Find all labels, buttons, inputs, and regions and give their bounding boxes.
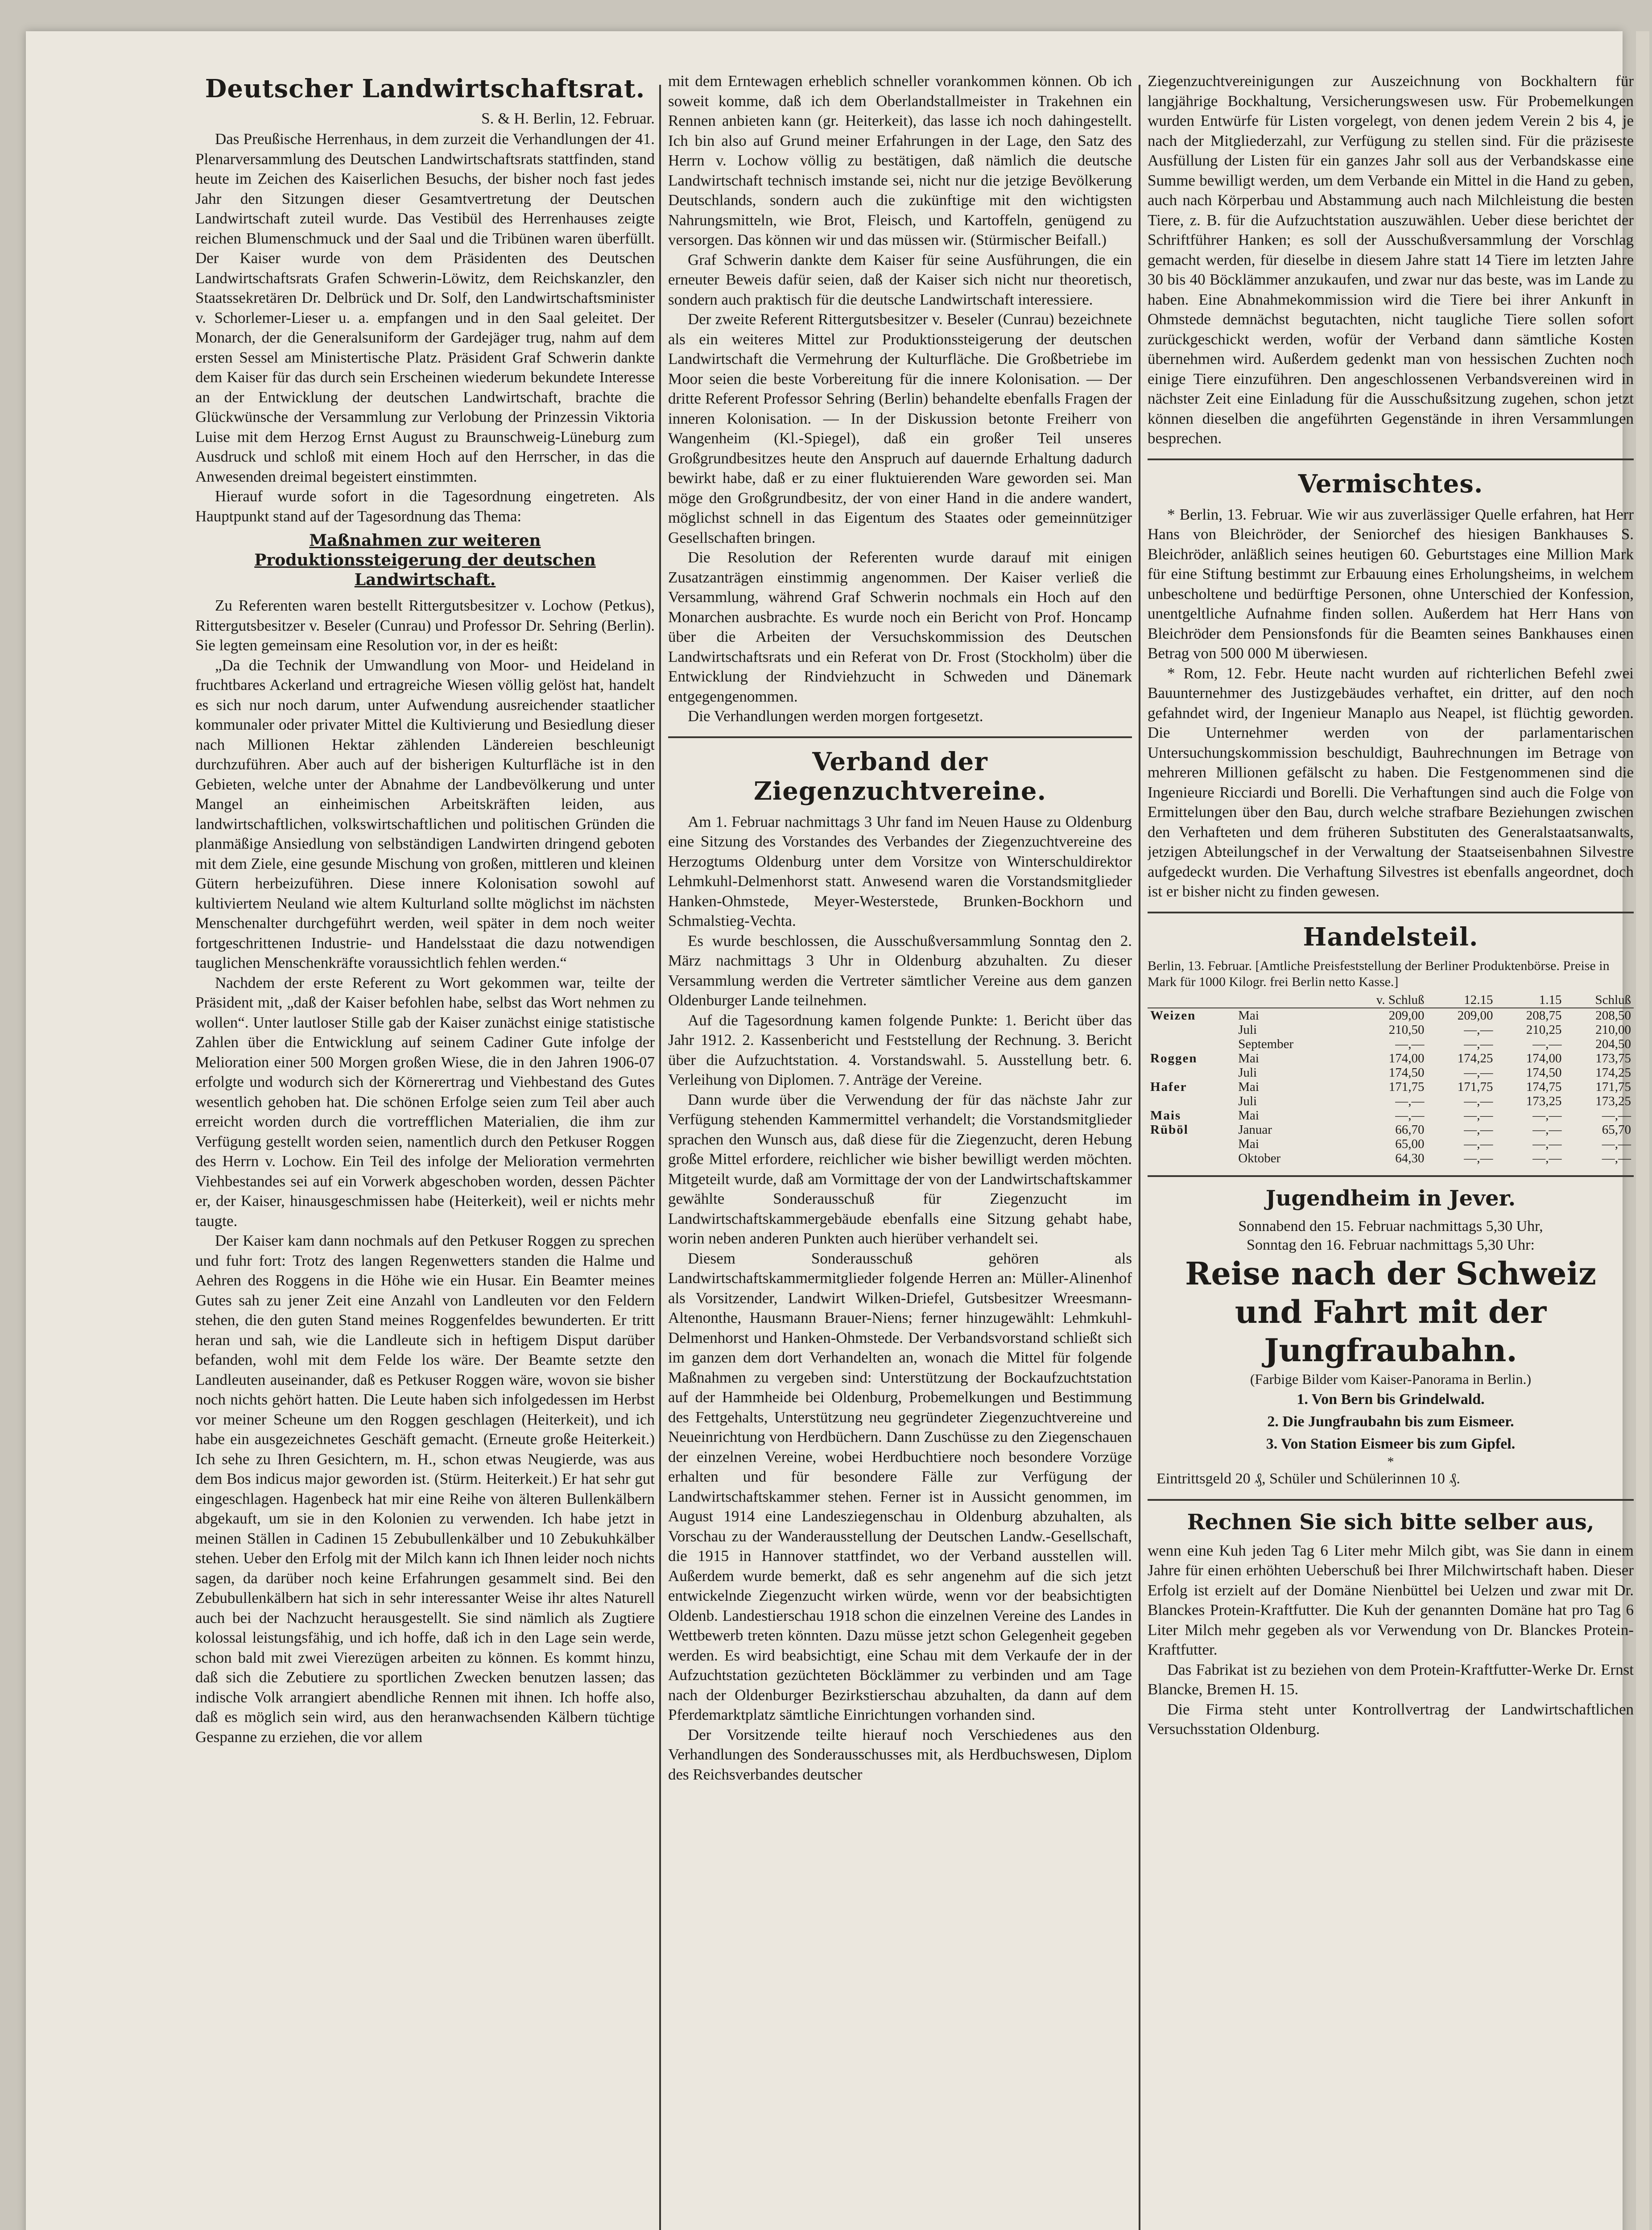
column-2 [668,71,1132,2230]
market-row [1148,1080,1634,1094]
ad-date-line: Sonntag den 16. Februar nachmittags 5,30 Uhr: [1247,1236,1535,1253]
ad-date-line: Sonnabend den 15. Februar nachmittags 5,30 Uhr, [1238,1218,1543,1235]
ad-item: 2. Die Jungfraubahn bis zum Eismeer. [1267,1413,1514,1430]
market-column-header: Schluß [1565,993,1634,1008]
price-cell: 174,25 [1595,1065,1631,1080]
article-byline: S. & H. Berlin, 12. Februar. [481,110,655,127]
market-row [1148,1123,1634,1137]
price-cell: —,— [1464,1022,1493,1037]
paragraph: Der zweite Referent Rittergutsbesitzer v. Beseler (Cunrau) bezeichnete als ein weiteres Mittel zur Produktionssteigerung der deutschen Landwirtschaft die Vermehrung der Kulturfläche. Die Großbetriebe im Moor seien die beste Vorbereitung für die innere Kolonisation. — Der dritte Referent Professor Sehring (Berlin) behandelte ebenfalls Fragen der inneren Kolonisation. — In der Diskussion betonte Freiherr von Wangenheim (Kl.-Spiegel), daß ein großer Teil unseres Großgrundbesitzes heute den Anspruch auf dauernde Erhaltung dadurch bewirkt habe, daß er zu einer fluktuierenden Ware geworden sei. Man möge den Großgrundbesitz, der von einer Hand in die andere wandert, möglichst schnell in das Eigentum des Staates oder gemeinnütziger Gesellschaften bringen. [668,310,1132,546]
market-column-header: 12.15 [1427,993,1495,1008]
news-item: * Berlin, 13. Februar. Wie wir aus zuverlässiger Quelle erfahren, hat Herr Hans von Bleichröder, der Seniorchef des hiesigen Bankhauses S. Bleichröder, anläßlich seines heutigen 60. Geburtstages eine Million Mark für eine Stiftung bestimmt zur Erbauung eines Erholungsheims, in welchem unbescholtene und bedürftige Personen, ohne Unterschied der Konfession, unentgeltliche Aufnahme finden sollen. Außerdem hat Herr Hans von Bleichröder dem Pensionsfonds für die Beamten seines Bankhauses einen Betrag von 500 000 M überwiesen. [1148,505,1634,662]
commodity-name [1148,1094,1235,1108]
delivery-month: September [1238,1037,1294,1051]
price-cell: 208,75 [1526,1008,1562,1023]
commodity-name [1148,1137,1235,1151]
price-cell: 65,70 [1602,1122,1631,1137]
market-table-body [1148,1008,1634,1165]
section-divider [1148,458,1634,460]
ad-headline: und Fahrt mit der Jungfraubahn. [1235,1293,1547,1369]
paragraph: Graf Schwerin dankte dem Kaiser für seine Ausführungen, die ein erneuter Beweis dafür seien, daß der Kaiser sich nicht nur theoretisch, sondern auch praktisch für die deutsche Landwirtschaft interessiere. [668,251,1132,308]
price-cell: 174,25 [1457,1051,1493,1065]
market-row [1148,1151,1634,1165]
paragraph: Das Fabrikat ist zu beziehen von dem Protein-Kraftfutter-Werke Dr. Ernst Blancke, Bremen H. 15. [1148,1660,1634,1698]
delivery-month: Mai [1238,1079,1259,1094]
ad-note: (Farbige Bilder vom Kaiser-Panorama in Berlin.) [1250,1371,1532,1387]
price-cell: —,— [1464,1151,1493,1165]
delivery-month: Juli [1238,1094,1257,1108]
price-cell: 204,50 [1595,1037,1631,1051]
commodity-name: Rüböl [1150,1122,1189,1137]
ad-title: Rechnen Sie sich bitte selber aus, [1187,1509,1594,1535]
section-title: Vermischtes. [1298,469,1483,499]
delivery-month: Juli [1238,1065,1257,1080]
price-cell: —,— [1464,1037,1493,1051]
page-edge [1636,31,1649,2230]
price-cell: 66,70 [1395,1122,1425,1137]
delivery-month: Mai [1238,1008,1259,1023]
price-cell: —,— [1532,1037,1562,1051]
section-divider [1148,1499,1634,1501]
column-rule [659,85,661,2230]
price-cell: 174,50 [1388,1065,1425,1080]
price-cell: —,— [1532,1136,1562,1151]
price-cell: 174,50 [1526,1065,1562,1080]
price-cell: 171,75 [1388,1079,1425,1094]
section-divider [1148,912,1634,913]
paragraph: Dann wurde über die Verwendung der für das nächste Jahr zur Verfügung stehenden Kammermittel verhandelt; die Vorstandsmitglieder sprachen den Wunsch aus, daß diese für die Ziegenzucht, deren Hebung große Mittel erfordere, reichlicher wie bisher bewilligt werden möchten. Mitgeteilt wurde, daß am Vormittage der von der Landwirtschaftskammer gewählte Sonderausschuß für Ziegenzucht im Landwirtschaftskammergebäude ebenfalls eine Sitzung gehabt habe, worin neben anderen Punkten auch hierüber verhandelt sei. [668,1090,1132,1247]
price-cell: —,— [1464,1065,1493,1080]
market-row [1148,1108,1634,1123]
price-cell: 65,00 [1395,1136,1425,1151]
price-cell: —,— [1395,1108,1425,1123]
price-cell: —,— [1395,1037,1425,1051]
delivery-month: Mai [1238,1108,1259,1123]
paragraph: Es wurde beschlossen, die Ausschußversammlung Sonntag den 2. März nachmittags 3 Uhr in Oldenburg abzuhalten. Zu dieser Versammlung werden die Vertreter sämtlicher Vereine aus dem ganzen Oldenburger Lande teilnehmen. [668,932,1132,1009]
article-title: Deutscher Landwirtschaftsrat. [205,74,645,103]
advertisement-jugendheim [1148,1186,1634,1489]
market-column-header: 1.15 [1496,993,1565,1008]
commodity-name [1148,1065,1235,1080]
delivery-month: Januar [1238,1122,1272,1137]
price-cell: —,— [1532,1108,1562,1123]
delivery-month: Juli [1238,1022,1257,1037]
market-row [1148,1094,1634,1108]
price-cell: 173,75 [1595,1051,1631,1065]
paragraph: Die Verhandlungen werden morgen fortgesetzt. [688,707,983,725]
section-divider [668,736,1132,738]
column-rule [1139,85,1140,2230]
paragraph: „Da die Technik der Umwandlung von Moor- und Heideland in fruchtbares Ackerland und ertragreiche Wiesen völlig gelöst hat, handelt es sich nur noch darum, unter Aufwendung ausreichender staatlicher kommunaler oder privater Mittel die Kultivierung und Besiedlung dieser nach Millionen Hektar zählenden Ländereien beschleunigt durchzuführen. Aber auch auf der bisherigen Kulturfläche ist in den Gebieten, welche unter der Abnahme der Landbevölkerung und unter Mangel an einheimischen Arbeitskräften leiden, aus landwirtschaftlichen, volkswirtschaftlichen und politischen Gründen die planmäßige Ansiedlung von selbständigen Landwirten dringend geboten mit dem Ziele, eine gesunde Mischung von großen, mittleren und kleinen Gütern herbeizuführen. Diese innere Kolonisation sowohl auf kultiviertem Neuland wie altem Kulturland sollte möglichst im nächsten Menschenalter durchgeführt werden, weil später in dem noch weiter fortgeschrittenen Industrie- und Handelsstaat die dazu notwendigen tauglichen Menschenkräfte voraussichtlich fehlen werden.“ [195,656,655,971]
price-cell: 209,00 [1388,1008,1425,1023]
paragraph: Auf die Tagesordnung kamen folgende Punkte: 1. Bericht über das Jahr 1912. 2. Kassenbericht und Feststellung der Rechnung. 3. Bericht über die Aufzuchtstation. 4. Vorstandswahl. 5. Ausstellung betr. 6. Verleihung von Diplomen. 7. Anträge der Vereine. [668,1011,1132,1088]
paragraph: Am 1. Februar nachmittags 3 Uhr fand im Neuen Hause zu Oldenburg eine Sitzung des Vorstandes des Verbandes der Ziegenzuchtvereine des Herzogtums Oldenburg unter dem Vorsitze von Winterschuldirektor Lehmkuhl-Delmenhorst statt. Anwesend waren die Vorstandsmitglieder Hanken-Ohmstede, Meyer-Westerstede, Brunken-Bockhorn und Schmalstieg-Vechta. [668,813,1132,929]
paragraph: Der Kaiser kam dann nochmals auf den Petkuser Roggen zu sprechen und fuhr fort: Trotz des langen Regenwetters standen die Halme und Aehren des Roggens in die Höhe wie ein Husar. Ein Beamter meines Gutes sah zu jener Zeit eine Anzahl von Landleuten vor den Feldern stehen, die den guten Stand meines Roggenfeldes bewunderten. Er tritt heran und sah, wie die Landleute sich in heftigem Disput darüber befanden, wohl mit dem Felde los wäre. Der Beamte setzte den Landleuten auseinander, daß es Petkuser Roggen wäre, wovon sie bisher noch nichts gehört hatten. Die Leute haben sich infolgedessen im Herbst vor meiner Scheune um den Roggen geschlagen (Heiterkeit), und ich habe ein ausgezeichnetes Geschäft gemacht. (Erneute große Heiterkeit.) Ich sehe zu Ihren Gesichtern, m. H., schon etwas Neugierde, was aus dem Bos indicus major geworden ist. (Stürm. Heiterkeit.) Er hat sehr gut eingeschlagen. Hagenbeck hat mir eine Reihe von älteren Bullenkälbern abgekauft, um sie in den Kolonien zu verwenden. Ich habe jetzt in meinen Ställen in Cadinen 15 Zebubullenkälber und 10 Zebukuhkälber stehen. Ueber den Erfolg mit der Milch kann ich Ihnen leider noch nichts sagen, da darüber noch keine Erfahrungen gesammelt sind. Bei den Zebubullenkälbern hat sich in sehr interessanter Weise ihr altes Naturell auch bei der Nachzucht herausgestellt. Sie sind nämlich als Zugtiere kolossal leistungsfähig, und ich hoffe, daß ich in den Lage sein werde, schon bald mit zwei Vierezügen arbeiten zu können. Es kommt hinzu, daß sich die Zebutiere zu sportlichen Zwecken benutzen lassen; das indische Volk arrangiert abendliche Rennen mit ihnen. Ich hoffe also, daß es möglich sein wird, aus den heranwachsenden Kälbern tüchtige Gespanne zu erziehen, die vor allem [195,1232,655,1746]
advertisement-kraftfutter [1148,1510,1634,1739]
price-cell: 210,50 [1388,1022,1425,1037]
delivery-month: Oktober [1238,1151,1281,1165]
price-cell: —,— [1532,1151,1562,1165]
price-cell: 171,75 [1595,1079,1631,1094]
market-column-header [1235,993,1337,1008]
paragraph: Zu Referenten waren bestellt Rittergutsbesitzer v. Lochow (Petkus), Rittergutsbesitzer v. Beseler (Cunrau) und Professor Dr. Sehring (Berlin). Sie legten gemeinsam eine Resolution vor, in der es heißt: [195,597,655,654]
column-1 [195,71,655,2230]
commodity-name [1148,1023,1235,1037]
delivery-month: Mai [1238,1051,1259,1065]
ad-title: Jugendheim in Jever. [1265,1185,1516,1211]
newspaper-page [26,31,1634,2230]
commodity-name: Roggen [1150,1051,1198,1065]
price-cell: —,— [1464,1136,1493,1151]
price-cell: —,— [1602,1136,1631,1151]
paragraph: Die Resolution der Referenten wurde darauf mit einigen Zusatzanträgen einstimmig angenommen. Der Kaiser verließ die Versammlung, während Graf Schwerin nochmals ein Hoch auf den Monarchen ausbrachte. Es wurde noch ein Bericht von Prof. Honcamp über die Arbeiten der Versuchskommission des Deutschen Landwirtschaftsrats und ein Referat von Dr. Frost (Stockholm) über die Entwicklung der Rindviehzucht in Schweden und Dänemark entgegengenommen. [668,549,1132,705]
commodity-name [1148,1037,1235,1051]
market-price-table [1148,993,1634,1165]
price-cell: 173,25 [1595,1094,1631,1108]
price-cell: 174,75 [1526,1079,1562,1094]
commodity-name: Hafer [1150,1079,1187,1094]
price-cell: —,— [1602,1151,1631,1165]
paragraph: Die Firma steht unter Kontrollvertrag der Landwirtschaftlichen Versuchsstation Oldenburg. [1148,1700,1634,1738]
market-column-header: v. Schluß [1338,993,1427,1008]
market-row [1148,1065,1634,1080]
paragraph: Das Preußische Herrenhaus, in dem zurzeit die Verhandlungen der 41. Plenarversammlung des Deutschen Landwirtschaftsrats stattfinden, stand heute im Zeichen des Kaiserlichen Besuchs, der bisher noch fast jedes Jahr den Sitzungen dieser Gesamtvertretung der Deutschen Landwirtschaft zuteil wurde. Das Vestibül des Herrenhauses zeigte reichen Blumenschmuck und der Saal und die Tribünen waren überfüllt. Der Kaiser wurde von dem Präsidenten des Deutschen Landwirtschaftsrats Grafen Schwerin-Löwitz, dem Reichskanzler, den Staatssekretären Dr. Delbrück und Dr. Solf, den Landwirtschaftsminister v. Schorlemer-Lieser u. a. empfangen und in den Saal geleitet. Der Monarch, der die Generalsuniform der Gardejäger trug, nahm auf dem ersten Sessel am Ministertische Platz. Präsident Graf Schwerin dankte dem Kaiser für das durch sein Erscheinen wiederum bekundete Interesse an der Entwicklung der deutschen Landwirtschaft, brachte die Glückwünsche der Versammlung zur Verlobung der Prinzessin Viktoria Luise mit dem Herzog Ernst August zu Braunschweig-Lüneburg zum Ausdruck und schloß mit einem Hoch auf den Herrscher, in das die Anwesenden dreimal begeistert einstimmten. [195,130,655,485]
news-item: * Rom, 12. Febr. Heute nacht wurden auf richterlichen Befehl zwei Bauunternehmer des Justizgebäudes verhaftet, ein dritter, auf den noch gefahndet wird, der Ingenieur Manaplo aus Neapel, ist flüchtig geworden. Die Unternehmer werden von der parlamentarischen Untersuchungskommission beschuldigt, Bauhrechnungen im Betrage von mehreren Millionen gefälscht zu haben. Die Festgenommenen sind die Ingenieure Ricciardi und Borelli. Die Verhaftungen sind auch die Folge von Ermittelungen über den Bau, durch welche strafbare Beziehungen zwischen den Verhafteten und dem früheren Substituten des Generalstaatsanwalts, jetzigen Abteilungschef in der Verwaltung der Staatseisenbahnen Silvestre aufgedeckt wurden. Die Verhaftung Silvestres ist ebenfalls angeordnet, doch ist er bisher nicht zu finden gewesen. [1148,664,1634,900]
price-cell: —,— [1602,1108,1631,1123]
article-title: Verband der Ziegenzuchtvereine. [754,747,1046,806]
price-cell: 174,00 [1526,1051,1562,1065]
paragraph: Der Vorsitzende teilte hierauf noch Verschiedenes aus den Verhandlungen des Sonderausschusses mit, als Herdbuchswesen, Diplom des Reichsverbandes deutscher [668,1726,1132,1783]
market-intro: Berlin, 13. Februar. [Amtliche Preisfeststellung der Berliner Produktenbörse. Preise in Mark für 1000 Kilogr. frei Berlin netto Kasse.] [1148,958,1610,989]
market-table-header [1148,993,1634,1008]
price-cell: 173,25 [1526,1094,1562,1108]
price-cell: 171,75 [1457,1079,1493,1094]
section-divider [1148,1175,1634,1177]
market-row [1148,1023,1634,1037]
price-cell: —,— [1532,1122,1562,1137]
price-cell: —,— [1464,1094,1493,1108]
price-cell: 64,30 [1395,1151,1425,1165]
price-cell: —,— [1464,1122,1493,1137]
ad-item: 1. Von Bern bis Grindelwald. [1297,1391,1485,1408]
delivery-month: Mai [1238,1136,1259,1151]
price-cell: 210,25 [1526,1022,1562,1037]
commodity-name: Mais [1150,1108,1181,1123]
paragraph: mit dem Erntewagen erheblich schneller vorankommen können. Ob ich soweit komme, daß ich dem Oberlandstallmeister in Trakehnen ein Rennen anbieten kann (gr. Heiterkeit), das lasse ich noch dahingestellt. Ich bin also auf Grund meiner Erfahrungen in der Lage, den Satz des Herrn v. Lochow völlig zu bestätigen, daß nämlich die deutsche Landwirtschaft technisch imstande sei, nicht nur die jetzige Bevölkerung Deutschlands, sondern auch die zukünftige mit den wichtigsten Nahrungsmitteln, wie Brot, Fleisch, und Kartoffeln, genügend zu versorgen. Das können wir und das müssen wir. (Stürmischer Beifall.) [668,72,1132,248]
ad-headline: Reise nach der Schweiz [1185,1255,1596,1292]
price-cell: 174,00 [1388,1051,1425,1065]
paragraph: Ziegenzuchtvereinigungen zur Auszeichnung von Bockhaltern für langjährige Bockhaltung, Versicherungswesen usw. Für Probemelkungen wurden Entwürfe für Listen vorgelegt, von denen jedem Verein 2 bis 4, je nach der Mitgliederzahl, zur Verfügung zu stellen sind. Für die präziseste Ausfüllung der Listen für ein ganzes Jahr soll aus der Verbandskasse eine Summe bewilligt werden, um dem Verbande ein Mittel in die Hand zu geben, auch nach Körperbau und Abstammung auch nach Milchleistung die besten Tiere, z. B. für die Aufzuchtstation auszuwählen. Ueber diese berichtet der Schriftführer Hanken; es soll der Ausschußversammlung der Vorschlag gemacht werden, für dieselbe in diesem Jahre statt 14 Tiere im letzten Jahre 30 bis 40 Böcklämmer anzukaufen, und zwar nur das beste, was im Lande zu haben. Eine Abnahmekommission wird die Tiere bei ihrer Ankunft in Ohmstede demnächst begutachten, nicht taugliche Tiere sollen sofort zurückgeschickt werden, wofür der Verband dann sämtliche Kosten übernehmen wird. Außerdem gedenkt man von hessischen Zuchten noch einige Tiere einzuführen. Den angeschlossenen Verbandsvereinen wird in nächster Zeit eine Einladung für die Ausschußsitzung zugehen, schon jetzt können dieselben die angeführten Gegenstände in ihren Versammlungen besprechen. [1148,72,1634,447]
price-cell: —,— [1395,1094,1425,1108]
commodity-name: Weizen [1150,1008,1196,1023]
commodity-name [1148,1151,1235,1165]
price-cell: 208,50 [1595,1008,1631,1023]
column-3 [1148,71,1634,2230]
market-row [1148,1037,1634,1051]
market-row [1148,1137,1634,1151]
market-row [1148,1051,1634,1065]
price-cell: 209,00 [1457,1008,1493,1023]
paragraph: Diesem Sonderausschuß gehören als Landwirtschaftskammermitglieder folgende Herren an: Müller-Alinenhof als Vorsitzender, Landwirt Wilken-Driefel, Gutsbesitzer Wreesmann-Altenonthe, Hausmann Brauer-Niens; ferner hinzugewählt: Lehmkuhl-Delmenhorst und Hanken-Ohmstede. Der Verbandsvorstand schließt sich im ganzen dem dort Verhandelten an, wonach die Mittel für folgende Maßnahmen zu vergeben sind: Unterstützung der Bockaufzuchtstation auf der Hammheide bei Oldenburg, Probemelkungen und Bestimmung des Fettgehalts, Unterstützung neu gegründeter Ziegenzuchtvereine und Neueinrichtung von Herdbüchern. Dann Zuschüsse zu den Ziegenschauen der einzelnen Vereine, wobei Herdbuchtiere noch besondere Vorzüge erhalten und für besondere Fälle zur Verfügung der Landwirtschaftskammer stehen. Ferner ist in Aussicht genommen, im August 1914 eine Landesziegenschau in Oldenburg abzuhalten, als Vorschau zu der Wanderausstellung der Deutschen Landw.-Gesellschaft, die 1915 in Hannover stattfindet, wo der Verband ausstellen will. Außerdem wurde bemerkt, daß es sehr angenehm auf die sich jetzt entwickelnde Ziegenzucht wirken würde, wenn vor der beabsichtigten Oldenb. Landestierschau 1918 schon die einzelnen Vereine des Landes in Wettbewerb treten könnten. Dazu müsse jetzt schon Gelegenheit gegeben werden. Es wird beabsichtigt, eine Schau mit dem Verkaufe der in der Aufzuchtstation gezüchteten Böcklämmer zu verbinden und am Tage nach der Oldenburger Bezirkstierschau abzuhalten, da dann auf dem Pferdemarktplatz sämtliche Einrichtungen vorhanden sind. [668,1249,1132,1723]
market-column-header [1148,993,1235,1008]
price-cell: 210,00 [1595,1022,1631,1037]
section-title: Handelsteil. [1303,922,1479,952]
market-row [1148,1008,1634,1023]
ad-ornament: * [1387,1454,1394,1469]
ad-item: 3. Von Station Eismeer bis zum Gipfel. [1266,1435,1516,1452]
paragraph: Nachdem der erste Referent zu Wort gekommen war, teilte der Präsident mit, „daß der Kaiser befohlen habe, selbst das Wort nehmen zu wollen“. Unter lautloser Stille gab der Kaiser zunächst einige statistische Zahlen über die Entwicklung auf seinem Cadiner Gute infolge der Melioration einer 500 Morgen großen Wiese, die in den Jahren 1906-07 erfolgte und wodurch sich der Körnerertrag und Viehbestand des Gutes wesentlich gehoben hat. Die schönen Erfolge seien zum Teil aber auch erreicht worden durch die vortrefflichen Materialien, die ihm zur Verfügung gestellt worden seien, namentlich durch den Petkuser Roggen des Herrn v. Lochow. Ein Teil des infolge der Melioration vermehrten Viehbestandes sei auf ein Vorwerk abgeschoben worden, dessen Pächter er, der Kaiser, hinausgeschmissen habe (Heiterkeit), weil er nichts mehr taugte. [195,974,655,1230]
paragraph: Hierauf wurde sofort in die Tagesordnung eingetreten. Als Hauptpunkt stand auf der Tagesordnung das Thema: [195,487,655,525]
paragraph: wenn eine Kuh jeden Tag 6 Liter mehr Milch gibt, was Sie dann in einem Jahre für einen erhöhten Ueberschuß bei Ihrer Milchwirtschaft haben. Dieser Erfolg ist erzielt auf der Domäne Nienbüttel bei Uelzen und zwar mit Dr. Blanckes Protein-Kraftfutter. Die Kuh der genannten Domäne hat pro Tag 6 Liter Milch mehr gegeben als vor Verwendung von Dr. Blanckes Protein-Kraftfutter. [1148,1541,1634,1658]
ad-admission: Eintrittsgeld 20 ₰, Schüler und Schülerinnen 10 ₰. [1156,1470,1460,1487]
price-cell: —,— [1464,1108,1493,1123]
article-subheading: Maßnahmen zur weiteren Produktionssteigerung der deutschen Landwirtschaft. [254,531,596,589]
